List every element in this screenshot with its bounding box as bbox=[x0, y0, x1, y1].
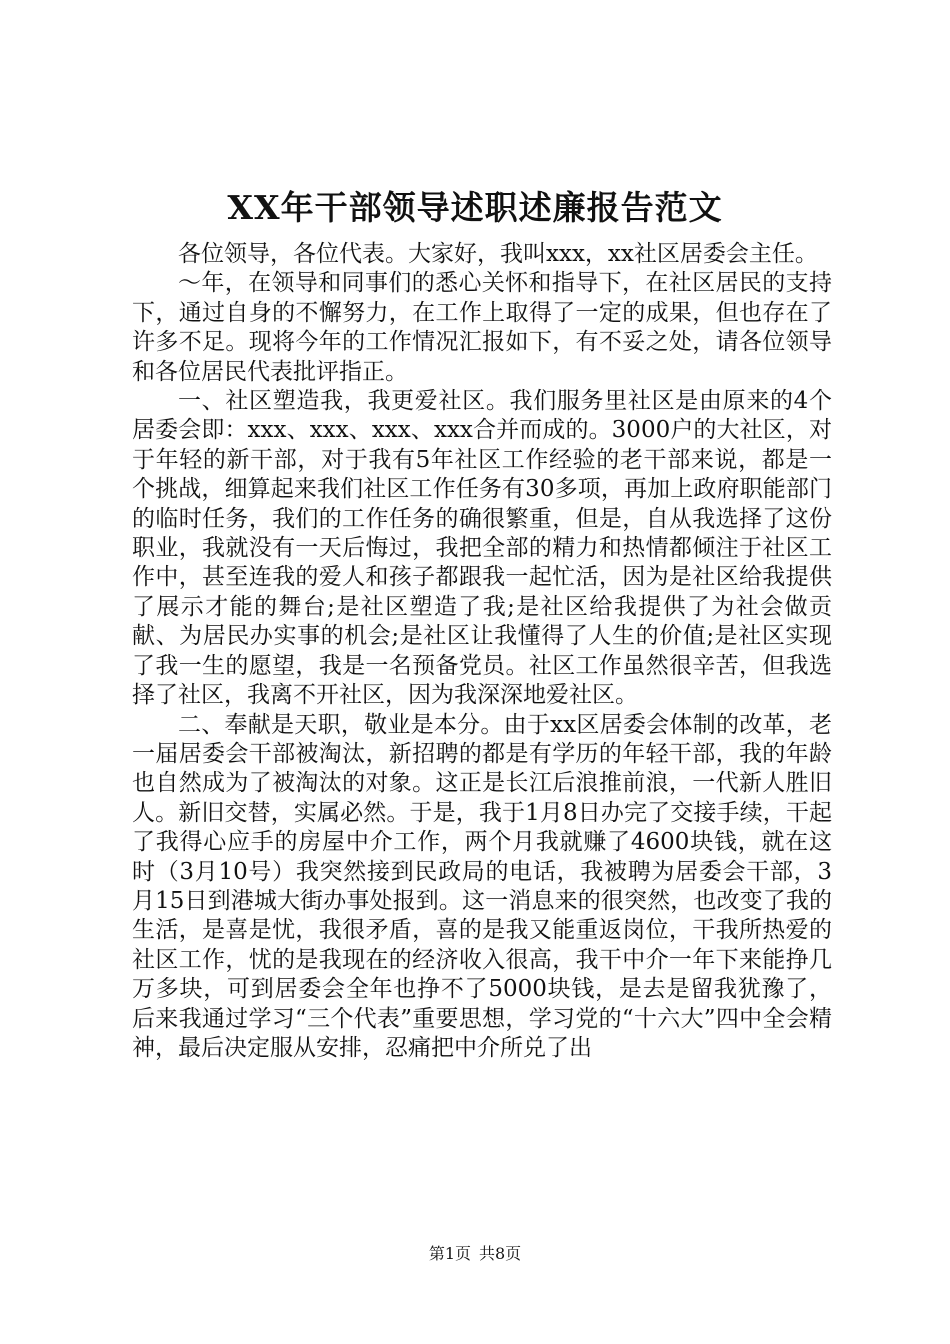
page-footer bbox=[0, 1243, 950, 1265]
paragraph-section-one: 一、社区塑造我，我更爱社区。我们服务里社区是由原来的4个居委会即：xxx、xxx、xxx、xxx合并而成的。3000户的大社区，对于年轻的新干部，对于我有5年社区工作经验的老干部来说，都是一个挑战，细算起来我们社区工作任务有30多项，再加上政府职能部门的临时任务，我们的工作任务的确很繁重，但是，自从我选择了这份职业，我就没有一天后悔过，我把全部的精力和热情都倾注于社区工作中，甚至连我的爱人和孩子都跟我一起忙活，因为是社区给我提供了展示才能的舞台;是社区塑造了我;是社区给我提供了为社会做贡献、为居民办实事的机会;是社区让我懂得了人生的价值;是社区实现了我一生的愿望，我是一名预备党员。社区工作虽然很辛苦，但我选择了社区，我离不开社区，因为我深深地爱社区。 bbox=[132, 388, 832, 709]
document-title: XX年干部领导述职述廉报告范文 bbox=[227, 188, 723, 227]
paragraph-section-two: 二、奉献是天职，敬业是本分。由于xx区居委会体制的改革，老一届居委会干部被淘汰，新招聘的都是有学历的年轻干部，我的年龄也自然成为了被淘汰的对象。这正是长江后浪推前浪，一代新人胜旧人。新旧交替，实属必然。于是，我于1月8日办完了交接手续，干起了我得心应手的房屋中介工作，两个月我就赚了4600块钱，就在这时（3月10号）我突然接到民政局的电话，我被聘为居委会干部，3月15日到港城大街办事处报到。这一消息来的很突然，也改变了我的生活，是喜是忧，我很矛盾，喜的是我又能重返岗位，干我所热爱的社区工作，忧的是我现在的经济收入很高，我干中介一年下来能挣几万多块，可到居委会全年也挣不了5000块钱，是去是留我犹豫了，后来我通过学习“三个代表”重要思想，学习党的“十六大”四中全会精神，最后决定服从安排，忍痛把中介所兑了出 bbox=[132, 711, 832, 1061]
paragraph-intro: ～年，在领导和同事们的悉心关怀和指导下，在社区居民的支持下，通过自身的不懈努力，在工作上取得了一定的成果，但也存在了许多不足。现将今年的工作情况汇报如下，有不妥之处，请各位领导和各位居民代表批评指正。 bbox=[132, 270, 832, 385]
paragraph-greeting: 各位领导，各位代表。大家好，我叫xxx，xx社区居委会主任。 bbox=[178, 241, 818, 267]
page-total: 共8页 bbox=[479, 1244, 522, 1263]
page-number: 第1页 bbox=[428, 1244, 471, 1263]
document-body bbox=[132, 240, 832, 1063]
